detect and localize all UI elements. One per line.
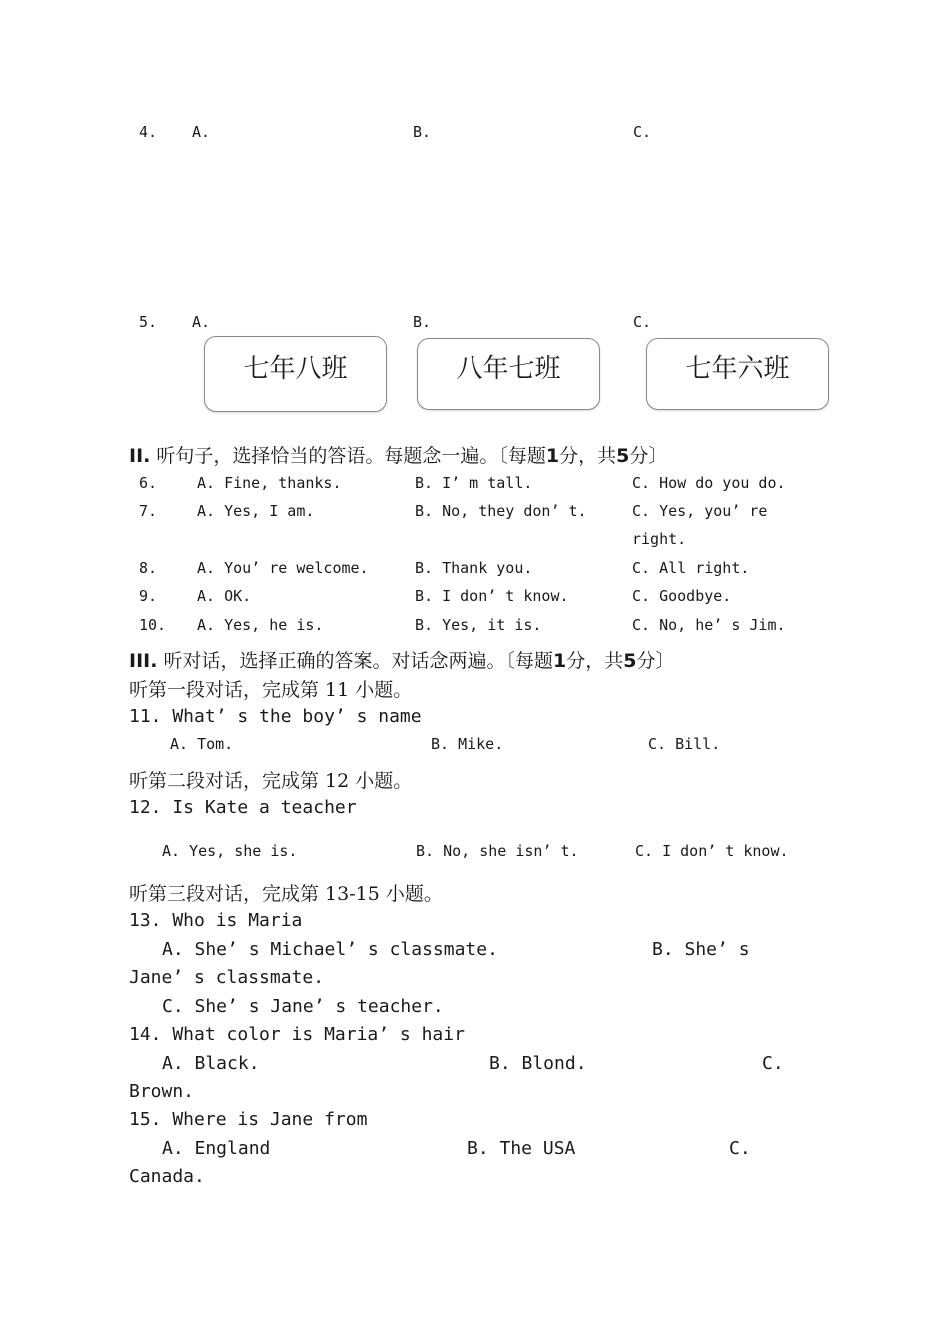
q7-option-b[interactable]: B. No, they don’ t. — [415, 502, 587, 520]
q4-option-b[interactable]: B. — [413, 123, 432, 141]
q10-option-a[interactable]: A. Yes, he is. — [197, 616, 324, 634]
q15-question: 15. Where is Jane from — [129, 1109, 368, 1130]
q4-number: 4. — [139, 123, 158, 141]
q14-question: 14. What color is Maria’ s hair — [129, 1024, 465, 1045]
dialog-2-instruction: 听第二段对话，完成第 12 小题。 — [129, 770, 413, 792]
q5-box-a-label: 七年八班 — [243, 353, 348, 384]
q7-option-c[interactable]: C. Yes, you’ re — [632, 502, 768, 520]
q12-option-a[interactable]: A. Yes, she is. — [162, 842, 298, 860]
q8-option-b[interactable]: B. Thank you. — [415, 559, 533, 577]
q5-option-c[interactable]: C. — [633, 313, 652, 331]
q15-option-c[interactable]: C. — [729, 1138, 751, 1159]
q11-option-c[interactable]: C. Bill. — [648, 735, 721, 753]
q6-option-b[interactable]: B. I’ m tall. — [415, 474, 533, 492]
q8-option-a[interactable]: A. You’ re welcome. — [197, 559, 369, 577]
q4-option-a[interactable]: A. — [192, 123, 211, 141]
q8-number: 8. — [139, 559, 158, 577]
q9-number: 9. — [139, 587, 158, 605]
section-3-heading: III. 听对话，选择正确的答案。对话念两遍。〔每题1分，共5分〕 — [129, 650, 675, 672]
q14-option-c-continued: Brown. — [129, 1081, 195, 1102]
q13-option-a[interactable]: A. She’ s Michael’ s classmate. — [162, 939, 498, 960]
q5-box-c-label: 七年六班 — [685, 353, 790, 384]
q14-option-a[interactable]: A. Black. — [162, 1053, 260, 1074]
q15-option-c-continued: Canada. — [129, 1166, 205, 1187]
q13-option-b-continued: Jane’ s classmate. — [129, 967, 325, 988]
q7-option-a[interactable]: A. Yes, I am. — [197, 502, 315, 520]
q7-option-c-continued: right. — [632, 530, 687, 548]
q12-option-c[interactable]: C. I don’ t know. — [635, 842, 789, 860]
q14-option-b[interactable]: B. Blond. — [489, 1053, 587, 1074]
q5-box-a — [204, 336, 387, 412]
q5-box-c — [646, 338, 829, 410]
q9-option-c[interactable]: C. Goodbye. — [632, 587, 732, 605]
q10-number: 10. — [139, 616, 167, 634]
q4-option-c[interactable]: C. — [633, 123, 652, 141]
dialog-3-instruction: 听第三段对话，完成第 13-15 小题。 — [129, 883, 443, 905]
q6-option-a[interactable]: A. Fine, thanks. — [197, 474, 342, 492]
q14-option-c[interactable]: C. — [762, 1053, 784, 1074]
q8-option-c[interactable]: C. All right. — [632, 559, 750, 577]
q5-option-b[interactable]: B. — [413, 313, 432, 331]
q15-option-b[interactable]: B. The USA — [467, 1138, 576, 1159]
q7-number: 7. — [139, 502, 158, 520]
q9-option-b[interactable]: B. I don’ t know. — [415, 587, 569, 605]
q5-option-a[interactable]: A. — [192, 313, 211, 331]
dialog-1-instruction: 听第一段对话，完成第 11 小题。 — [129, 679, 413, 701]
q5-number: 5. — [139, 313, 158, 331]
q6-option-c[interactable]: C. How do you do. — [632, 474, 786, 492]
q12-question: 12. Is Kate a teacher — [129, 797, 357, 818]
q15-option-a[interactable]: A. England — [162, 1138, 271, 1159]
q9-option-a[interactable]: A. OK. — [197, 587, 252, 605]
q11-option-b[interactable]: B. Mike. — [431, 735, 504, 753]
q13-question: 13. Who is Maria — [129, 910, 303, 931]
section-2-heading: II. 听句子，选择恰当的答语。每题念一遍。〔每题1分，共5分〕 — [129, 445, 668, 467]
q6-number: 6. — [139, 474, 158, 492]
q5-box-b — [417, 338, 600, 410]
q13-option-b[interactable]: B. She’ s — [652, 939, 750, 960]
q12-option-b[interactable]: B. No, she isn’ t. — [416, 842, 579, 860]
q11-option-a[interactable]: A. Tom. — [170, 735, 234, 753]
q10-option-c[interactable]: C. No, he’ s Jim. — [632, 616, 786, 634]
q5-box-b-label: 八年七班 — [456, 353, 561, 384]
q11-question: 11. What’ s the boy’ s name — [129, 706, 422, 727]
q13-option-c[interactable]: C. She’ s Jane’ s teacher. — [162, 996, 444, 1017]
q10-option-b[interactable]: B. Yes, it is. — [415, 616, 542, 634]
